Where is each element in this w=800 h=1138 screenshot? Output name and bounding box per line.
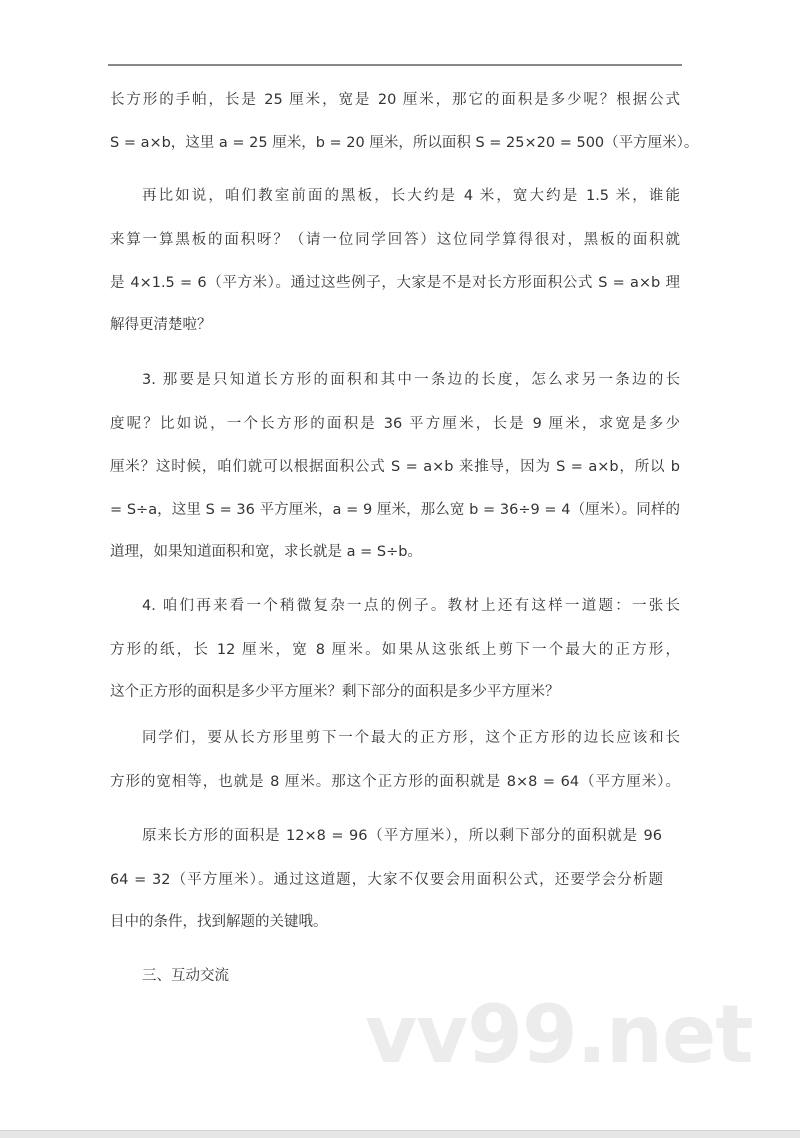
header-rule xyxy=(108,64,682,66)
text-line: 长方形的手帕，长是 25 厘米，宽是 20 厘米，那它的面积是多少呢？根据公式 xyxy=(110,92,680,108)
text-line: = S÷a，这里 S = 36 平方厘米，a = 9 厘米，那么宽 b = 36÷9 = 4（厘米）。同样的 xyxy=(110,502,680,518)
text-line: 解得更清楚啦？ xyxy=(110,317,212,333)
text-line: 度呢？比如说，一个长方形的面积是 36 平方厘米，长是 9 厘米，求宽是多少 xyxy=(110,416,680,432)
text-line: 再比如说，咱们教室前面的黑板，长大约是 4 米，宽大约是 1.5 米，谁能 xyxy=(142,188,680,204)
text-line: 3. 那要是只知道长方形的面积和其中一条边的长度，怎么求另一条边的长 xyxy=(142,372,680,388)
text-line: 目中的条件，找到解题的关键哦。 xyxy=(110,914,328,930)
text-line: 方形的宽相等，也就是 8 厘米。那这个正方形的面积就是 8×8 = 64（平方厘米）。 xyxy=(110,774,680,790)
text-line: 同学们，要从长方形里剪下一个最大的正方形，这个正方形的边长应该和长 xyxy=(142,730,680,746)
watermark: vv99.net xyxy=(365,988,753,1081)
text-line: 方形的纸，长 12 厘米，宽 8 厘米。如果从这张纸上剪下一个最大的正方形， xyxy=(110,642,680,658)
text-line: S = a×b，这里 a = 25 厘米，b = 20 厘米，所以面积 S = 25×20 = 500（平方厘米）。 xyxy=(110,135,699,151)
text-line: 厘米？这时候，咱们就可以根据面积公式 S = a×b 来推导，因为 S = a×b，所以 b xyxy=(110,459,680,475)
text-line: 来算一算黑板的面积呀？（请一位同学回答）这位同学算得很对，黑板的面积就 xyxy=(110,232,680,248)
text-line: 4. 咱们再来看一个稍微复杂一点的例子。教材上还有这样一道题：一张长 xyxy=(142,598,680,614)
text-line: 这个正方形的面积是多少平方厘米？剩下部分的面积是多少平方厘米？ xyxy=(110,684,560,700)
section-heading: 三、互动交流 xyxy=(142,968,229,984)
text-line: 道理，如果知道面积和宽，求长就是 a = S÷b。 xyxy=(110,544,422,560)
text-line: 是 4×1.5 = 6（平方米）。通过这些例子，大家是不是对长方形面积公式 S = a×b 理 xyxy=(110,275,680,291)
text-line: 原来长方形的面积是 12×8 = 96（平方厘米），所以剩下部分的面积就是 96 xyxy=(142,828,662,844)
text-line: 64 = 32（平方厘米）。通过这道题，大家不仅要会用面积公式，还要学会分析题 xyxy=(110,872,663,888)
